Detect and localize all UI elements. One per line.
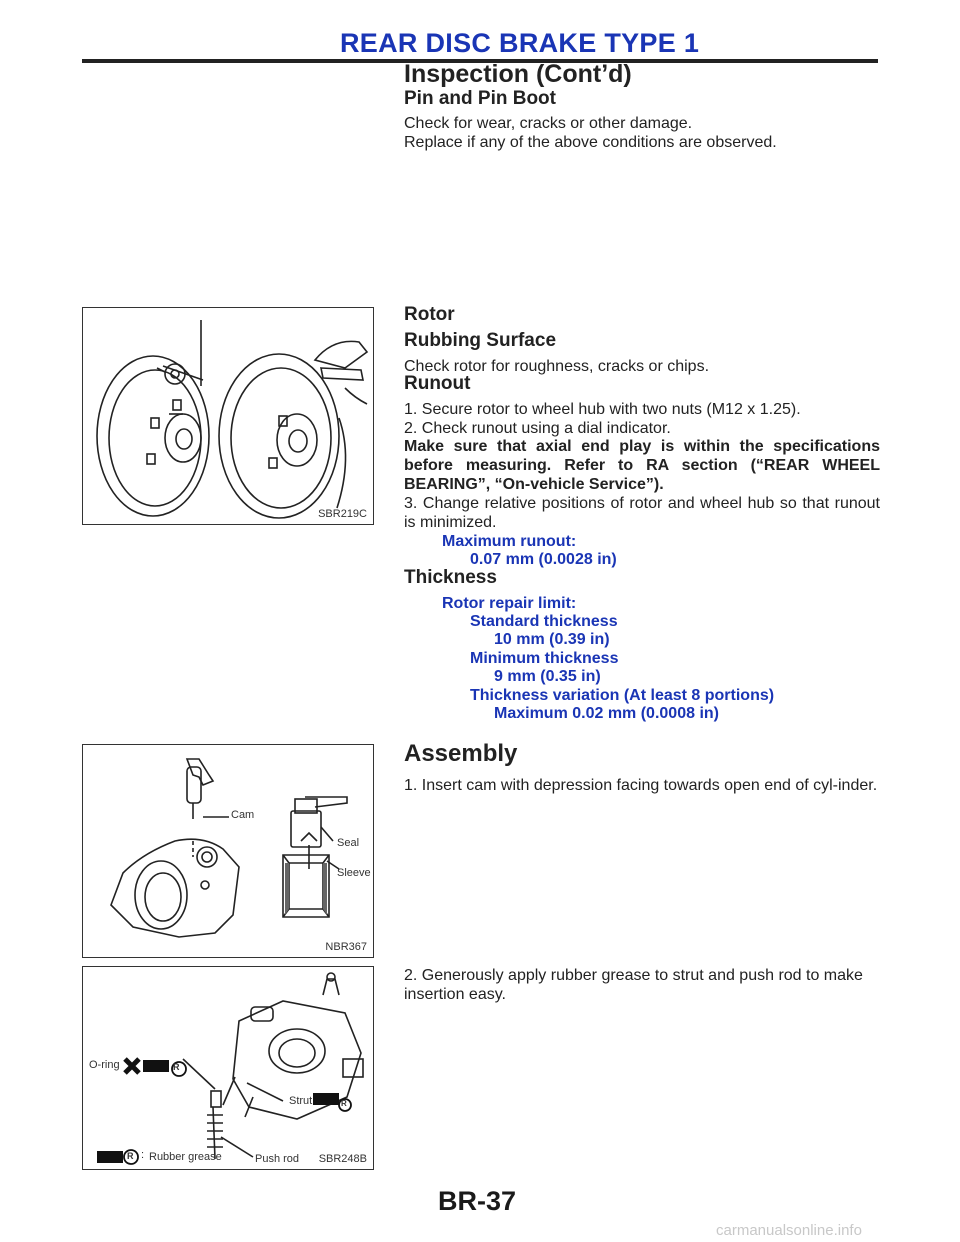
runout-step-3: [404, 494, 880, 532]
pin-line-1: Check for wear, cracks or other damage.: [404, 115, 693, 132]
thickness-heading: Thickness: [404, 567, 497, 588]
figure1-code: SBR219C: [318, 508, 367, 520]
seal-label: Seal: [337, 837, 360, 849]
oring-label: O-ring: [89, 1059, 120, 1071]
thickness-variation-value: Maximum 0.02 mm (0.0008 in): [494, 705, 719, 722]
figure3-code: SBR248B: [318, 1153, 367, 1165]
strut-label: Strut: [289, 1095, 313, 1107]
runout-note: Make sure that axial end play is within the specifications before measuring. Refer to RA section (“REAR WHEEL BEARING”, “On-vehicle Service”).: [404, 438, 880, 493]
strut-r-symbol: R: [341, 1099, 347, 1108]
pin-line-2: Replace if any of the above conditions are observed.: [404, 134, 777, 151]
push-rod-label: Push rod: [255, 1153, 300, 1165]
caliper-illustration: [83, 967, 373, 1169]
rotor-illustration: [83, 308, 373, 524]
standard-thickness-label: Standard thickness: [470, 613, 618, 630]
repair-limit-label: Rotor repair limit:: [442, 595, 577, 612]
thickness-variation-label: Thickness variation (At least 8 portions): [470, 687, 775, 704]
assembly-step-2: 2. Generously apply rubber grease to strut and push rod to make insertion easy.: [404, 967, 863, 1003]
figure2-code: NBR367: [325, 941, 367, 953]
page-number: BR-37: [438, 1186, 517, 1216]
watermark: carmanualsonline.info: [716, 1222, 862, 1239]
grease-r-symbol: R: [127, 1151, 134, 1161]
standard-thickness-value: 10 mm (0.39 in): [494, 631, 610, 648]
rubbing-surface-heading: Rubbing Surface: [404, 330, 557, 351]
sleeve-label: Sleeve: [337, 867, 371, 879]
grease-colon: :: [141, 1149, 145, 1161]
oring-r-symbol: R: [173, 1062, 180, 1072]
max-runout-label: Maximum runout:: [442, 533, 577, 550]
section-title: Inspection (Cont’d): [404, 60, 632, 88]
minimum-thickness-label: Minimum thickness: [470, 650, 619, 667]
rubber-grease-label: Rubber grease: [149, 1151, 222, 1163]
minimum-thickness-value: 9 mm (0.35 in): [494, 668, 601, 685]
header-title: REAR DISC BRAKE TYPE 1: [340, 28, 700, 58]
runout-step-3-text: 3. Change relative positions of rotor and wheel hub so that runout is minimized.: [404, 495, 880, 531]
figure-strut-pushrod: [82, 966, 374, 1170]
pin-heading: Pin and Pin Boot: [404, 88, 556, 109]
figure-rotor-runout: [82, 307, 374, 525]
max-runout-value: 0.07 mm (0.0028 in): [470, 551, 617, 568]
assembly-step-1: 1. Insert cam with depression facing towards open end of cyl-inder.: [404, 777, 878, 794]
figure-cam-insertion: [82, 744, 374, 958]
cam-label: Cam: [231, 809, 255, 821]
runout-heading: Runout: [404, 373, 471, 394]
rotor-heading: Rotor: [404, 304, 455, 325]
runout-step-2: 2. Check runout using a dial indicator.: [404, 420, 671, 437]
cam-illustration: [83, 745, 373, 957]
rubbing-surface-text: Check rotor for roughness, cracks or chips.: [404, 358, 710, 375]
runout-step-1: 1. Secure rotor to wheel hub with two nuts (M12 x 1.25).: [404, 401, 801, 418]
assembly-heading: Assembly: [404, 740, 518, 767]
